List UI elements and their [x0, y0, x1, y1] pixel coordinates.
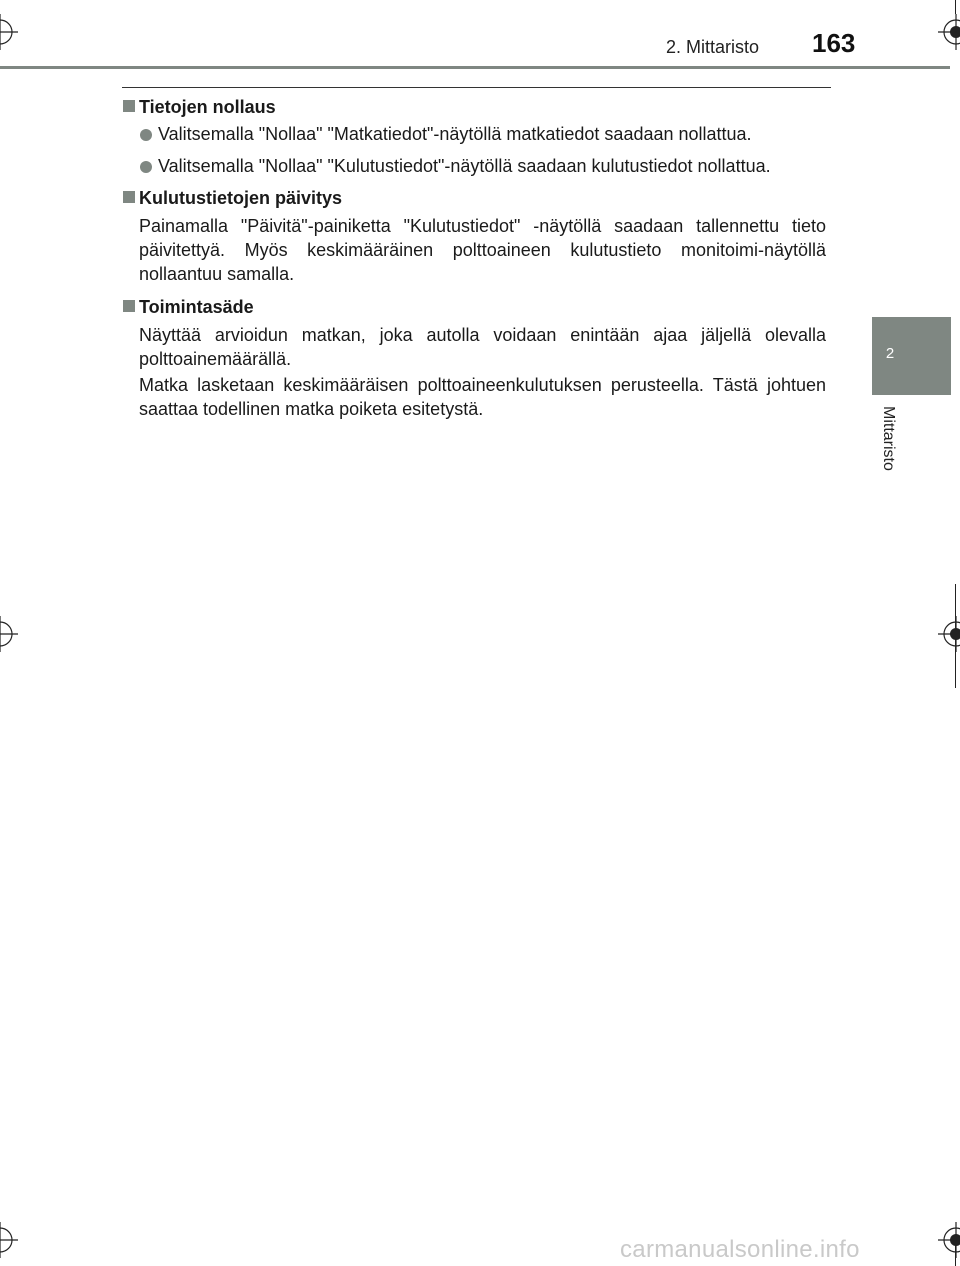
chapter-side-label-text: Mittaristo: [880, 406, 897, 471]
content-top-rule: [122, 87, 831, 88]
section-heading: [122, 296, 826, 318]
circle-bullet-icon: [140, 129, 152, 141]
chapter-side-label: [875, 406, 905, 490]
circle-bullet-icon: [140, 161, 152, 173]
section-heading: [122, 187, 826, 209]
registration-mark-middle-left: [0, 616, 18, 652]
section-heading-text: Kulutustietojen päivitys: [139, 188, 343, 208]
chapter-tab: [872, 317, 951, 395]
crop-line-right-top: [955, 0, 956, 14]
square-bullet-icon: [123, 100, 135, 112]
section-heading-text: Toimintasäde: [139, 297, 254, 317]
page-number: 163: [812, 28, 856, 58]
header-rule: [0, 66, 950, 69]
chapter-title: 2. Mittaristo: [666, 37, 760, 57]
crop-line-right-middle: [955, 584, 956, 688]
square-bullet-icon: [123, 191, 135, 203]
list-item-text: Valitsemalla "Nollaa" "Matkatiedot"-näytöllä matkatiedot saadaan nollattua.: [158, 124, 752, 144]
list-item-text: Valitsemalla "Nollaa" "Kulutustiedot"-näytöllä saadaan kulutustiedot nollattua.: [158, 156, 771, 176]
content-body: [122, 96, 826, 423]
section-reset-data: [122, 96, 826, 178]
watermark: carmanualsonline.info: [620, 1236, 860, 1263]
section-consumption-update: [122, 187, 826, 286]
paragraph: Näyttää arvioidun matkan, joka autolla voidaan enintään ajaa jäljellä olevalla polttoainemäärällä.: [139, 325, 826, 369]
chapter-tab-number: 2: [885, 345, 895, 362]
section-heading: [122, 96, 826, 118]
registration-mark-bottom-right: [938, 1222, 960, 1258]
registration-mark-top-left: [0, 14, 18, 50]
registration-mark-middle-right: [938, 616, 960, 652]
list-item: [122, 123, 826, 146]
paragraph: Painamalla "Päivitä"-painiketta "Kulutustiedot" -näytöllä saadaan tallennettu tieto päivitettyä. Myös keskimääräinen polttoaineen kulutustieto monitoimi-näytöllä nollaantuu samalla.: [139, 216, 826, 284]
section-heading-text: Tietojen nollaus: [139, 97, 276, 117]
crop-line-right-bottom: [955, 1236, 956, 1266]
registration-mark-bottom-left: [0, 1222, 18, 1258]
registration-mark-top-right: [938, 14, 960, 50]
paragraph: Matka lasketaan keskimääräisen polttoaineenkulutuksen perusteella. Tästä johtuen saattaa todellinen matka poiketa esitetystä.: [139, 375, 826, 419]
list-item: [122, 155, 826, 178]
square-bullet-icon: [123, 300, 135, 312]
section-driving-range: [122, 296, 826, 421]
